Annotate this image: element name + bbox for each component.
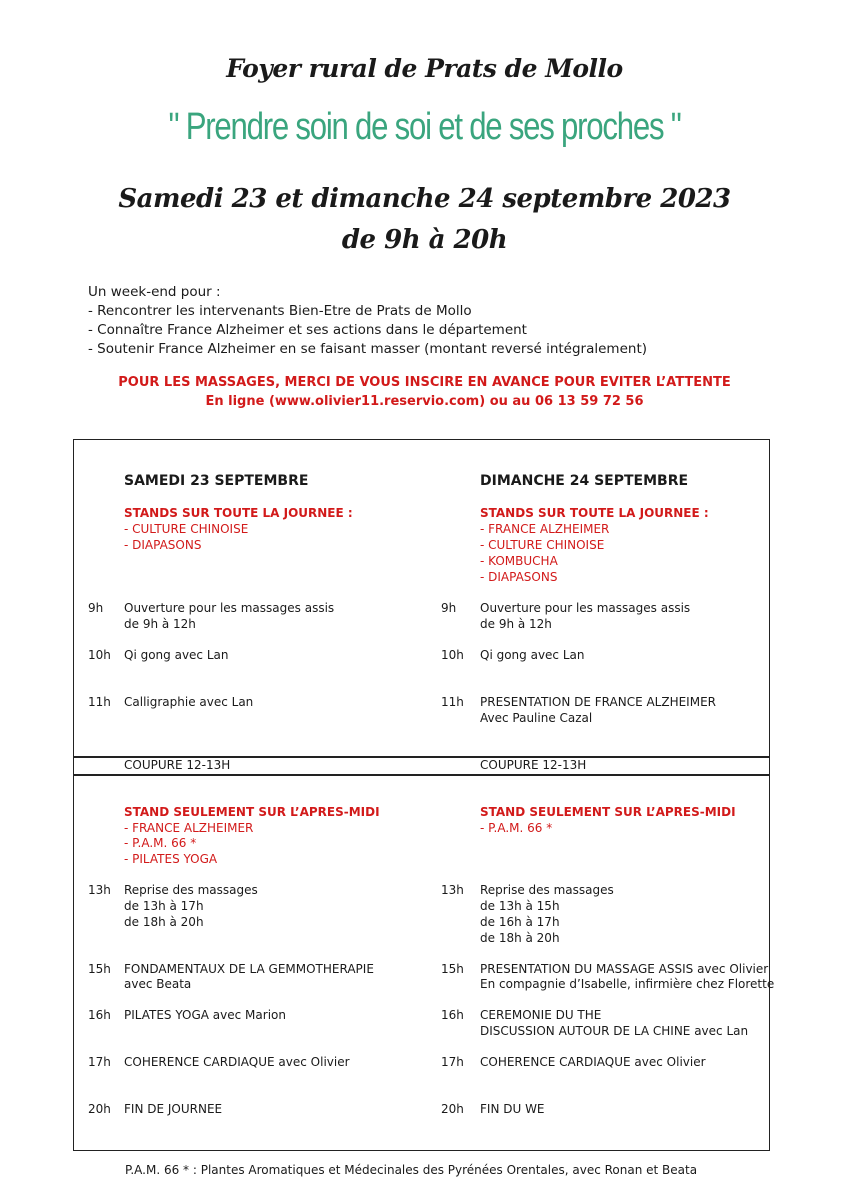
sunday-time: 11h bbox=[441, 695, 464, 709]
saturday-time: 20h bbox=[88, 1102, 111, 1116]
saturday-afternoon-stand: - FRANCE ALZHEIMER bbox=[124, 821, 254, 835]
intro-line: - Connaître France Alzheimer et ses actions dans le département bbox=[88, 322, 527, 338]
organizer-title: Foyer rural de Prats de Mollo bbox=[226, 54, 623, 83]
event-dates: Samedi 23 et dimanche 24 septembre 2023 bbox=[118, 184, 731, 214]
saturday-activity-detail: de 9h à 12h bbox=[124, 617, 196, 631]
saturday-afternoon-stand: - PILATES YOGA bbox=[124, 852, 218, 866]
sunday-activity: Reprise des massages bbox=[480, 883, 614, 897]
sunday-stand: - CULTURE CHINOISE bbox=[480, 538, 605, 552]
sunday-activity-detail: de 13h à 15h bbox=[480, 899, 560, 913]
sunday-stand: - DIAPASONS bbox=[480, 570, 558, 584]
sunday-activity-detail: de 9h à 12h bbox=[480, 617, 552, 631]
saturday-time: 16h bbox=[88, 1008, 111, 1022]
event-hours: de 9h à 20h bbox=[341, 225, 508, 255]
sunday-activity: FIN DU WE bbox=[480, 1102, 545, 1116]
sunday-time: 16h bbox=[441, 1008, 464, 1022]
saturday-time: 9h bbox=[88, 601, 104, 615]
pam-footnote: P.A.M. 66 * : Plantes Aromatiques et Médecinales des Pyrénées Orentales, avec Ronan et Beata bbox=[125, 1163, 698, 1177]
saturday-stands-title: STANDS SUR TOUTE LA JOURNEE : bbox=[124, 506, 353, 520]
saturday-activity: Ouverture pour les massages assis bbox=[124, 601, 335, 615]
intro-line: - Rencontrer les intervenants Bien-Etre de Prats de Mollo bbox=[88, 303, 472, 319]
saturday-time: 11h bbox=[88, 695, 111, 709]
saturday-activity: FONDAMENTAUX DE LA GEMMOTHERAPIE bbox=[124, 962, 374, 976]
event-theme-title: " Prendre soin de soi et de ses proches " bbox=[168, 106, 681, 148]
sunday-afternoon-stands-title: STAND SEULEMENT SUR L’APRES-MIDI bbox=[480, 805, 736, 819]
saturday-time: 15h bbox=[88, 962, 111, 976]
saturday-activity: Reprise des massages bbox=[124, 883, 258, 897]
sunday-time: 20h bbox=[441, 1102, 464, 1116]
saturday-activity: Qi gong avec Lan bbox=[124, 648, 229, 662]
saturday-time: 13h bbox=[88, 883, 111, 897]
booking-info: En ligne (www.olivier11.reservio.com) ou au 06 13 59 72 56 bbox=[205, 394, 644, 409]
saturday-stand: - DIAPASONS bbox=[124, 538, 202, 552]
intro-text bbox=[88, 283, 647, 359]
intro-line: - Soutenir France Alzheimer en se faisant masser (montant reversé intégralement) bbox=[88, 341, 648, 357]
sunday-activity-detail: DISCUSSION AUTOUR DE LA CHINE avec Lan bbox=[480, 1024, 749, 1038]
sunday-activity-detail: Avec Pauline Cazal bbox=[480, 711, 593, 725]
saturday-activity: PILATES YOGA avec Marion bbox=[124, 1008, 286, 1022]
sunday-stand: - KOMBUCHA bbox=[480, 554, 558, 568]
sunday-activity: PRESENTATION DU MASSAGE ASSIS avec Olivier bbox=[480, 962, 769, 976]
saturday-activity: FIN DE JOURNEE bbox=[124, 1102, 223, 1116]
sunday-activity: CEREMONIE DU THE bbox=[480, 1008, 602, 1022]
sunday-time: 17h bbox=[441, 1055, 464, 1069]
saturday-activity-detail: avec Beata bbox=[124, 977, 192, 991]
saturday-afternoon-stands-title: STAND SEULEMENT SUR L’APRES-MIDI bbox=[124, 805, 380, 819]
saturday-break: COUPURE 12-13H bbox=[124, 758, 231, 772]
sunday-activity-detail: de 18h à 20h bbox=[480, 931, 560, 945]
sunday-time: 9h bbox=[441, 601, 457, 615]
sunday-activity: Ouverture pour les massages assis bbox=[480, 601, 691, 615]
sunday-time: 10h bbox=[441, 648, 464, 662]
saturday-time: 17h bbox=[88, 1055, 111, 1069]
saturday-time: 10h bbox=[88, 648, 111, 662]
sunday-activity: COHERENCE CARDIAQUE avec Olivier bbox=[480, 1055, 706, 1069]
sunday-title: DIMANCHE 24 SEPTEMBRE bbox=[480, 473, 689, 489]
sunday-time: 13h bbox=[441, 883, 464, 897]
sunday-stands-title: STANDS SUR TOUTE LA JOURNEE : bbox=[480, 506, 709, 520]
saturday-afternoon-stand: - P.A.M. 66 * bbox=[124, 836, 197, 850]
saturday-activity: Calligraphie avec Lan bbox=[124, 695, 254, 709]
saturday-activity-detail: de 18h à 20h bbox=[124, 915, 204, 929]
massage-notice: POUR LES MASSAGES, MERCI DE VOUS INSCIRE EN AVANCE POUR EVITER L’ATTENTE bbox=[118, 375, 731, 390]
intro-line: Un week-end pour : bbox=[88, 284, 221, 300]
saturday-activity: COHERENCE CARDIAQUE avec Olivier bbox=[124, 1055, 350, 1069]
sunday-activity-detail: En compagnie d’Isabelle, infirmière chez Florette bbox=[480, 977, 775, 991]
sunday-activity-detail: de 16h à 17h bbox=[480, 915, 560, 929]
sunday-time: 15h bbox=[441, 962, 464, 976]
saturday-activity-detail: de 13h à 17h bbox=[124, 899, 204, 913]
sunday-afternoon-stand: - P.A.M. 66 * bbox=[480, 821, 553, 835]
saturday-title: SAMEDI 23 SEPTEMBRE bbox=[124, 473, 309, 489]
saturday-stand: - CULTURE CHINOISE bbox=[124, 522, 249, 536]
sunday-activity: Qi gong avec Lan bbox=[480, 648, 585, 662]
sunday-activity: PRESENTATION DE FRANCE ALZHEIMER bbox=[480, 695, 716, 709]
sunday-stand: - FRANCE ALZHEIMER bbox=[480, 522, 610, 536]
sunday-break: COUPURE 12-13H bbox=[480, 758, 587, 772]
